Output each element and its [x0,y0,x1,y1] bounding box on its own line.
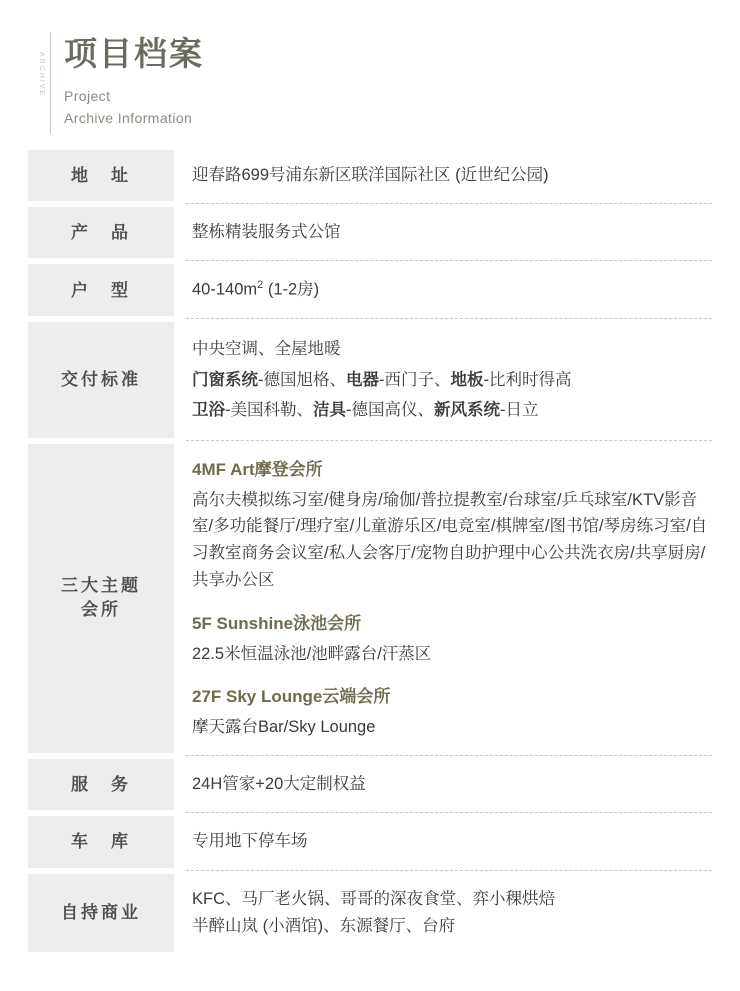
page-subtitle-line1: Project [64,88,111,105]
unit-type-superscript: 2 [257,279,264,292]
unit-type-text [192,276,712,304]
table-row [28,150,712,201]
delivery-seg: -美国科勒、 [225,401,313,420]
unit-type-suffix: (1-2房) [263,280,320,299]
retail-line-2: 半醉山岚 (小酒馆)、东源餐厅、台府 [192,916,456,935]
clubhouse-label-line2: 会所 [81,600,121,620]
clubhouse-label-line1: 三大主题 [61,575,141,595]
clubhouse-facilities: 摩天露台Bar/Sky Lounge [192,718,376,737]
delivery-seg: -比利时得高 [483,370,572,389]
address-text: 迎春路699号浦东新区联洋国际社区 (近世纪公园) [192,166,549,184]
delivery-seg: 中央空调、全屋地暖 [192,340,341,359]
delivery-line-1 [192,334,712,365]
delivery-seg: -西门子、 [379,370,451,389]
row-label-garage: 车 库 [28,816,174,867]
table-row [28,874,712,952]
row-value-product [174,207,712,258]
clubhouse-title: 5F Sunshine泳池会所 [192,613,362,633]
row-value-unit-type [174,264,712,316]
delivery-seg: 卫浴 [192,401,225,420]
delivery-seg: 门窗系统 [192,370,258,389]
clubhouse-group [192,610,712,668]
row-value-address [174,150,712,201]
row-value-delivery-standard [174,322,712,438]
row-label-delivery-standard: 交付标准 [28,322,174,438]
delivery-seg: -德国旭格、 [258,370,346,389]
header-vertical-mark: ARCHIVE [38,52,45,98]
clubhouse-title: 4MF Art摩登会所 [192,459,323,479]
archive-table [28,150,712,952]
clubhouse-facilities: 22.5米恒温泳池/池畔露台/汗蒸区 [192,644,432,663]
row-value-service [174,759,712,810]
row-label-service: 服 务 [28,759,174,810]
row-value-retail [174,874,712,952]
table-row [28,207,712,258]
page-title: 项目档案 [64,35,204,72]
table-row [28,444,712,753]
delivery-line-2 [192,365,712,396]
row-label-address: 地 址 [28,150,174,201]
product-text: 整栋精装服务式公馆 [192,223,341,242]
delivery-seg: 洁具 [313,401,346,420]
table-row [28,264,712,316]
clubhouse-group [192,456,712,594]
delivery-seg: 地板 [450,370,484,389]
table-row [28,816,712,867]
table-row [28,759,712,810]
unit-type-prefix: 40-140m [192,280,258,299]
garage-text: 专用地下停车场 [192,832,308,851]
delivery-seg: -日立 [500,401,539,420]
page-subtitle [64,86,712,129]
service-text: 24H管家+20大定制权益 [192,775,366,794]
delivery-seg: 新风系统 [434,401,500,420]
row-label-unit-type: 户 型 [28,264,174,316]
header-divider-line [50,32,51,134]
row-label-product: 产 品 [28,207,174,258]
clubhouse-group [192,683,712,741]
delivery-seg: -德国高仪、 [346,401,434,420]
row-label-theme-clubhouses [28,444,174,753]
clubhouse-title: 27F Sky Lounge云端会所 [192,687,391,707]
retail-line-1: KFC、马厂老火锅、哥哥的深夜食堂、弈小稞烘焙 [192,889,555,908]
page-subtitle-line2: Archive Information [64,109,193,126]
row-value-garage [174,816,712,867]
clubhouse-facilities: 高尔夫模拟练习室/健身房/瑜伽/普拉提教室/台球室/乒乓球室/KTV影音室/多功能餐厅/理疗室/儿童游乐区/电竞室/棋牌室/图书馆/琴房练习室/自习教室商务会议室/私人会客厅/宠物自助护理中心公共洗衣房/共享厨房/共享办公区 [192,490,708,589]
page-header [28,0,712,136]
delivery-seg: 电器 [346,370,379,389]
row-value-theme-clubhouses [174,444,712,753]
row-label-retail: 自持商业 [28,874,174,952]
table-row [28,322,712,438]
delivery-line-3 [192,395,712,426]
